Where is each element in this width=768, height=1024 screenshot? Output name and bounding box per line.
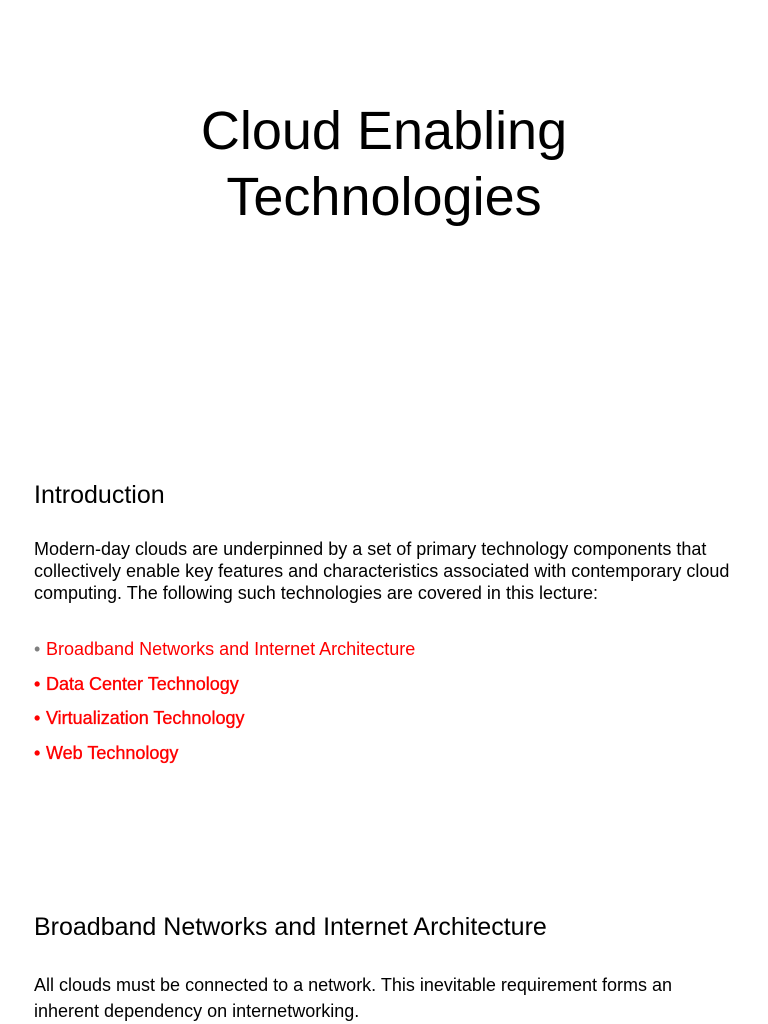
- bullet-icon: •: [34, 742, 41, 763]
- technology-list: [34, 638, 415, 776]
- list-item: [34, 638, 415, 673]
- list-item-label: Web Technology: [46, 742, 179, 763]
- list-item: [34, 673, 415, 708]
- title-line-1: Cloud Enabling: [200, 101, 568, 161]
- list-item-label: Data Center Technology: [46, 673, 239, 694]
- introduction-paragraph: Modern-day clouds are underpinned by a set of primary technology components that collectively enable key features and characteristics associated with contemporary cloud computing. The following such technologies are covered in this lecture:: [34, 539, 730, 603]
- introduction-heading: Introduction: [34, 481, 165, 509]
- bullet-icon: •: [34, 673, 41, 694]
- bullet-icon: •: [34, 708, 41, 729]
- list-item-label: Virtualization Technology: [46, 708, 245, 729]
- broadband-heading: Broadband Networks and Internet Architecture: [34, 913, 547, 941]
- list-item-label: Broadband Networks and Internet Architecture: [46, 639, 416, 659]
- broadband-paragraph: All clouds must be connected to a network. This inevitable requirement forms an inherent dependency on internetworking.: [34, 975, 672, 1021]
- title-line-2: Technologies: [226, 167, 542, 227]
- page-title: [0, 98, 768, 230]
- bullet-icon: •: [34, 639, 41, 659]
- list-item: [34, 707, 415, 742]
- list-item: [34, 742, 415, 777]
